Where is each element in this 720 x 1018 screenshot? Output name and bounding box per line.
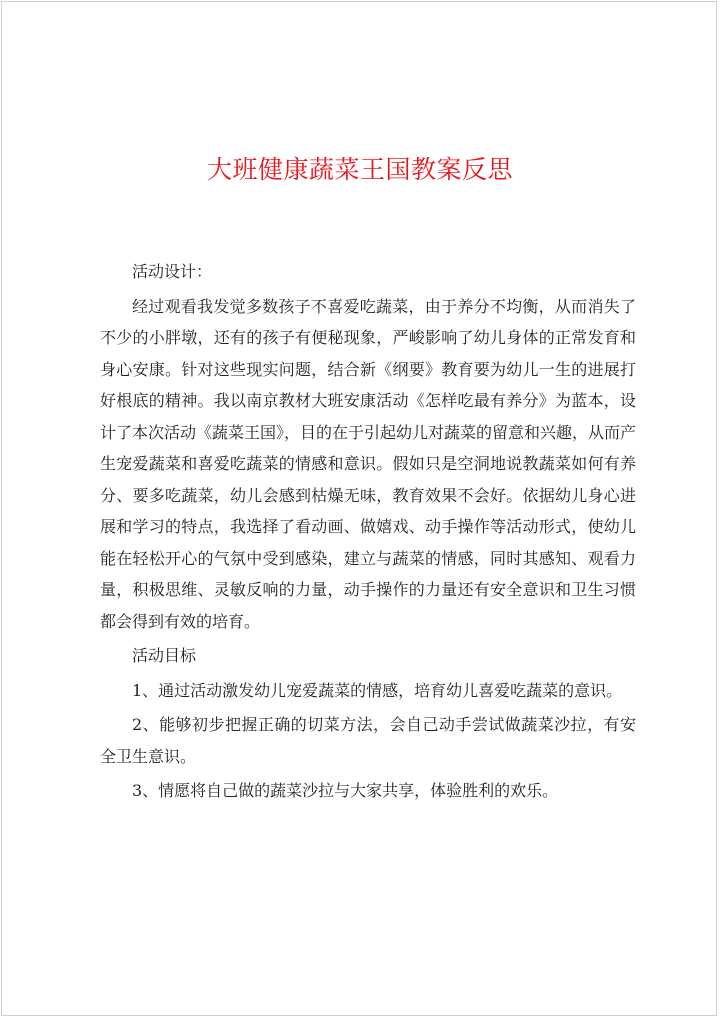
goal-item: 2、能够初步把握正确的切菜方法，会自己动手尝试做蔬菜沙拉，有安全卫生意识。 — [100, 715, 636, 766]
document-page — [1, 1, 717, 1016]
section-heading-goals: 活动目标 — [132, 646, 197, 665]
goal-item: 3、情愿将自己做的蔬菜沙拉与大家共享，体验胜利的欢乐。 — [132, 781, 559, 800]
goal-item: 1、通过活动激发幼儿宠爱蔬菜的情感，培育幼儿喜爱吃蔬菜的意识。 — [132, 680, 623, 700]
document-body — [100, 256, 636, 807]
design-paragraph: 经过观看我发觉多数孩子不喜爱吃蔬菜，由于养分不均衡，从而消失了不少的小胖墩，还有的孩子有便秘现象，严峻影响了幼儿身体的正常发育和身心安康。针对这些现实问题，结合新《纲要》教育要为幼儿一生的进展打好根底的精神。我以南京教材大班安康活动《怎样吃最有养分》为蓝本，设计了本次活动《蔬菜王国》，目的在于引起幼儿对蔬菜的留意和兴趣，从而产生宠爱蔬菜和喜爱吃蔬菜的情感和意识。假如只是空洞地说教蔬菜如何有养分、要多吃蔬菜，幼儿会感到枯燥无味，教育效果不会好。依据幼儿身心进展和学习的特点，我选择了看动画、做嬉戏、动手操作等活动形式，使幼儿能在轻松开心的气氛中受到感染，建立与蔬菜的情感，同时其感知、观看力量，积极思维、灵敏反响的力量，动手操作的力量还有安全意识和卫生习惯都会得到有效的培育。 — [100, 296, 637, 631]
section-heading-design: 活动设计： — [132, 262, 213, 281]
document-title: 大班健康蔬菜王国教案反思 — [206, 155, 513, 184]
